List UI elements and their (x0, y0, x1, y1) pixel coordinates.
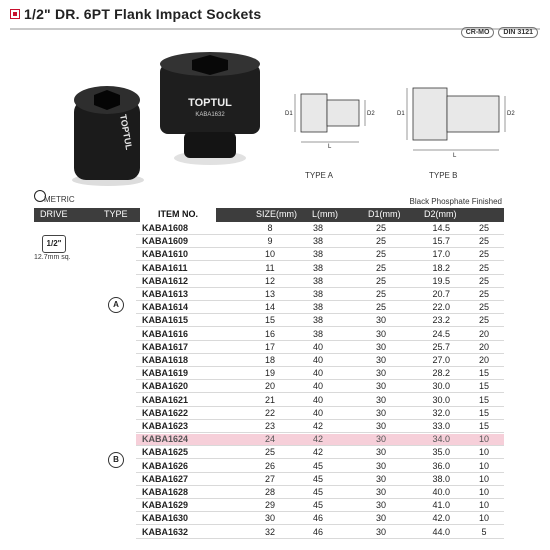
cell-d2: 20.7 (432, 289, 450, 299)
cell-item-no: KABA1609 (142, 236, 189, 247)
drive-size-badge: 1/2" (42, 235, 66, 253)
cell-d1: 25 (375, 289, 386, 299)
table-row (136, 421, 504, 433)
cell-size: 32 (264, 526, 275, 537)
cell-d2: 42.0 (432, 513, 450, 524)
table-row (136, 527, 504, 539)
header-drive: DRIVE (40, 209, 68, 219)
table-row (136, 289, 504, 301)
cell-quantity: 25 (478, 289, 489, 299)
spec-badges (461, 27, 538, 38)
cell-size: 29 (264, 500, 275, 511)
cell-quantity: 20 (478, 341, 489, 352)
table-row (136, 434, 504, 446)
table-row (136, 447, 504, 459)
cell-item-no: KABA1608 (142, 223, 189, 233)
cell-length: 38 (312, 249, 323, 260)
cell-item-no: KABA1610 (142, 249, 189, 260)
cell-d2: 18.2 (432, 262, 450, 273)
cell-d2: 38.0 (432, 473, 450, 484)
cell-size: 28 (264, 487, 275, 497)
cell-length: 42 (312, 447, 323, 458)
cell-quantity: 10 (478, 447, 489, 458)
cell-length: 38 (312, 236, 323, 247)
cell-quantity: 25 (478, 236, 489, 247)
header-type: TYPE (104, 209, 128, 219)
cell-d2: 17.0 (432, 249, 450, 260)
table-row (136, 329, 504, 341)
bullet-square-icon (10, 9, 20, 19)
cell-length: 38 (312, 223, 323, 233)
table-row (136, 315, 504, 327)
material-badge: CR-MO (461, 27, 495, 38)
cell-quantity: 25 (478, 223, 489, 233)
cell-item-no: KABA1627 (142, 473, 189, 484)
cell-item-no: KABA1625 (142, 447, 189, 458)
cell-item-no: KABA1612 (142, 275, 189, 286)
cell-size: 26 (264, 460, 275, 471)
cell-length: 38 (312, 302, 323, 313)
cell-length: 46 (312, 513, 323, 524)
cell-d1: 25 (375, 236, 386, 247)
cell-d2: 35.0 (432, 447, 450, 458)
standard-badge: DIN 3121 (498, 27, 538, 38)
cell-quantity: 15 (478, 407, 489, 418)
cell-d1: 25 (375, 262, 386, 273)
cell-size: 17 (264, 341, 275, 352)
cell-quantity: 20 (478, 328, 489, 339)
cell-length: 42 (312, 421, 323, 431)
cell-item-no: KABA1626 (142, 460, 189, 471)
cell-quantity: 5 (481, 526, 487, 537)
cell-item-no: KABA1615 (142, 315, 189, 326)
cell-d2: 24.5 (432, 328, 450, 339)
product-photo (60, 40, 275, 190)
dim-l-b: L (453, 153, 457, 159)
page-title: 1/2" DR. 6PT Flank Impact Sockets (24, 6, 262, 22)
cell-d1: 30 (375, 341, 386, 352)
finish-label: Black Phosphate Finished (409, 197, 502, 206)
cell-d2: 33.0 (432, 421, 450, 431)
cell-item-no: KABA1622 (142, 407, 189, 418)
cell-item-no: KABA1621 (142, 394, 189, 405)
cell-length: 45 (312, 473, 323, 484)
cell-size: 24 (264, 434, 275, 445)
cell-d2: 30.0 (432, 394, 450, 405)
table-row (136, 487, 504, 499)
cell-d2: 23.2 (432, 315, 450, 326)
table-row (136, 395, 504, 407)
cell-d2: 22.0 (432, 302, 450, 313)
cell-d2: 27.0 (432, 355, 450, 365)
cell-quantity: 25 (478, 302, 489, 313)
cell-d1: 30 (375, 368, 386, 379)
table-row (136, 302, 504, 314)
cell-d1: 25 (375, 302, 386, 313)
type-b-caption: TYPE B (429, 171, 458, 180)
cell-quantity: 15 (478, 394, 489, 405)
cell-d2: 41.0 (432, 500, 450, 511)
cell-length: 40 (312, 341, 323, 352)
dimension-drawing (283, 82, 523, 182)
cell-length: 40 (312, 407, 323, 418)
cell-size: 14 (264, 302, 275, 313)
cell-d1: 30 (375, 421, 386, 431)
cell-d1: 30 (375, 355, 386, 365)
type-b-marker: B (108, 452, 124, 468)
cell-size: 19 (264, 368, 275, 379)
cell-quantity: 15 (478, 381, 489, 392)
cell-item-no: KABA1616 (142, 328, 189, 339)
cell-d1: 30 (375, 315, 386, 326)
cell-quantity: 10 (478, 460, 489, 471)
table-row (136, 513, 504, 525)
cell-d1: 30 (375, 394, 386, 405)
cell-d1: 30 (375, 473, 386, 484)
cell-size: 20 (264, 381, 275, 392)
cell-size: 25 (264, 447, 275, 458)
dim-d1-a: D1 (285, 111, 293, 117)
cell-item-no: KABA1629 (142, 500, 189, 511)
type-a-marker: A (108, 297, 124, 313)
table-row (136, 342, 504, 354)
cell-length: 38 (312, 328, 323, 339)
cell-length: 46 (312, 526, 323, 537)
cell-d2: 36.0 (432, 460, 450, 471)
cell-item-no: KABA1613 (142, 289, 189, 299)
cell-quantity: 10 (478, 500, 489, 511)
cell-item-no: KABA1623 (142, 421, 189, 431)
cell-quantity: 20 (478, 355, 489, 365)
cell-size: 23 (264, 421, 275, 431)
cell-length: 38 (312, 315, 323, 326)
cell-d1: 25 (375, 275, 386, 286)
catalog-header (10, 6, 540, 24)
cell-size: 11 (265, 262, 275, 273)
cell-length: 42 (312, 434, 323, 445)
header-d2: D2(mm) (424, 209, 457, 219)
cell-d2: 30.0 (432, 381, 450, 392)
dim-d2-a: D2 (367, 111, 375, 117)
cell-item-no: KABA1620 (142, 381, 189, 392)
cell-size: 16 (264, 328, 275, 339)
cell-d2: 15.7 (432, 236, 450, 247)
cell-quantity: 25 (478, 262, 489, 273)
cell-size: 18 (264, 355, 275, 365)
cell-item-no: KABA1619 (142, 368, 189, 379)
cell-d2: 19.5 (432, 275, 450, 286)
cell-d2: 34.0 (432, 434, 450, 445)
dim-d2-b: D2 (507, 111, 515, 117)
cell-item-no: KABA1630 (142, 513, 189, 524)
cell-d1: 30 (375, 447, 386, 458)
cell-size: 9 (267, 236, 273, 247)
cell-d2: 44.0 (432, 526, 450, 537)
cell-item-no: KABA1611 (142, 262, 188, 273)
cell-quantity: 10 (478, 473, 489, 484)
photo-brand-label: TOPTUL (188, 97, 232, 109)
cell-quantity: 25 (478, 249, 489, 260)
cell-length: 40 (312, 381, 323, 392)
cell-size: 12 (264, 275, 275, 286)
table-row (136, 368, 504, 380)
cell-d2: 32.0 (432, 407, 450, 418)
cell-item-no: KABA1624 (142, 434, 189, 445)
cell-d1: 30 (375, 434, 386, 445)
table-row (136, 236, 504, 248)
cell-length: 40 (312, 368, 323, 379)
cell-quantity: 10 (478, 513, 489, 524)
photo-brand-text: TOPTUL (118, 113, 135, 151)
header-d1: D1(mm) (368, 209, 401, 219)
cell-size: 30 (264, 513, 275, 524)
cell-length: 40 (312, 355, 323, 365)
cell-item-no: KABA1617 (142, 341, 189, 352)
table-row (136, 223, 504, 235)
metric-label: METRIC (44, 195, 75, 204)
cell-d2: 28.2 (432, 368, 450, 379)
cell-d1: 30 (375, 460, 386, 471)
table-row (136, 381, 504, 393)
table-row (136, 474, 504, 486)
cell-quantity: 10 (478, 434, 489, 445)
photo-item-label: KABA1632 (195, 112, 225, 118)
cell-d2: 25.7 (432, 341, 450, 352)
table-row (136, 249, 504, 261)
cell-d1: 30 (375, 526, 386, 537)
cell-d1: 30 (375, 381, 386, 392)
cell-item-no: KABA1632 (142, 526, 189, 537)
cell-item-no: KABA1614 (142, 302, 189, 313)
table-row (136, 461, 504, 473)
cell-item-no: KABA1628 (142, 487, 189, 497)
header-item: ITEM NO. (140, 207, 216, 222)
cell-length: 45 (312, 487, 323, 497)
table-header (34, 208, 504, 222)
cell-d1: 25 (375, 223, 386, 233)
table-row (136, 355, 504, 367)
cell-length: 38 (312, 275, 323, 286)
cell-size: 15 (264, 315, 275, 326)
table-row (136, 408, 504, 420)
cell-size: 22 (264, 407, 275, 418)
drive-size-note: 12.7mm sq. (34, 254, 71, 261)
table-row (136, 276, 504, 288)
table-row (136, 263, 504, 275)
cell-quantity: 10 (478, 487, 489, 497)
cell-quantity: 25 (478, 315, 489, 326)
table-row (136, 500, 504, 512)
cell-length: 40 (312, 394, 323, 405)
cell-d1: 30 (375, 487, 386, 497)
dim-d1-b: D1 (397, 111, 405, 117)
header-l: L(mm) (312, 209, 338, 219)
cell-size: 27 (264, 473, 275, 484)
cell-length: 38 (312, 262, 323, 273)
cell-d1: 30 (375, 328, 386, 339)
cell-length: 38 (312, 289, 323, 299)
cell-size: 21 (264, 394, 275, 405)
cell-size: 8 (267, 223, 273, 233)
dim-l-a: L (328, 144, 332, 150)
cell-size: 13 (264, 289, 275, 299)
cell-d2: 14.5 (432, 223, 450, 233)
cell-quantity: 25 (478, 275, 489, 286)
cell-quantity: 15 (478, 421, 489, 431)
cell-length: 45 (312, 460, 323, 471)
cell-d2: 40.0 (432, 487, 450, 497)
type-a-caption: TYPE A (305, 171, 334, 180)
header-size: SIZE(mm) (256, 209, 297, 219)
cell-d1: 25 (375, 249, 386, 260)
cell-item-no: KABA1618 (142, 355, 189, 365)
cell-d1: 30 (375, 500, 386, 511)
cell-quantity: 15 (478, 368, 489, 379)
cell-length: 45 (312, 500, 323, 511)
cell-d1: 30 (375, 407, 386, 418)
cell-d1: 30 (375, 513, 386, 524)
cell-size: 10 (264, 249, 275, 260)
